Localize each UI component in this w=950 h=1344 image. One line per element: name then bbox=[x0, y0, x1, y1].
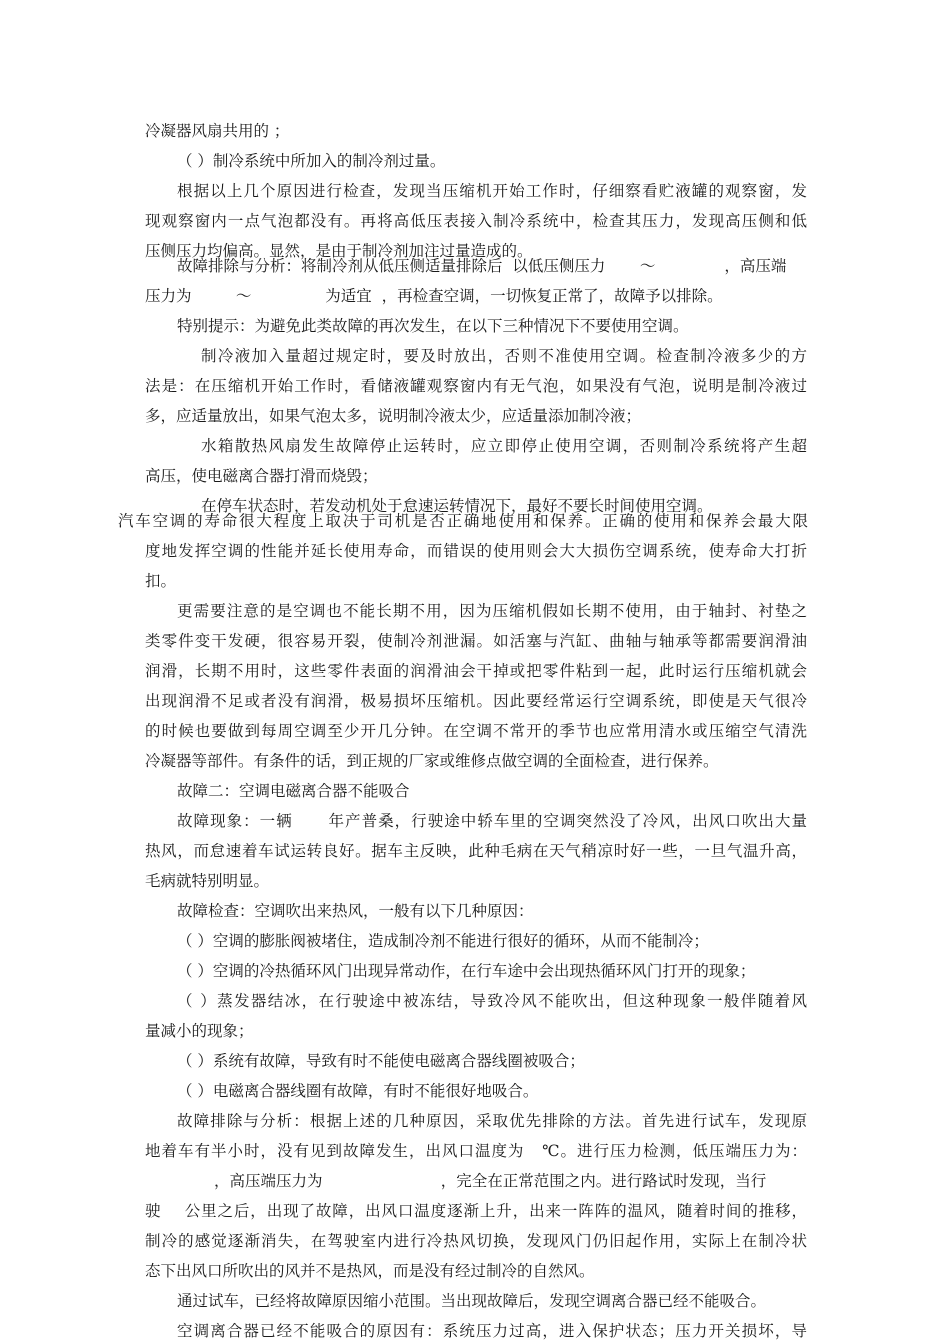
section-heading: 故障二：空调电磁离合器不能吸合 bbox=[177, 782, 410, 800]
paragraph-line: 扣。 bbox=[145, 572, 177, 590]
paragraph-line: 故障排除与分析：根据上述的几种原因，采取优先排除的方法。首先进行试车，发现原 bbox=[177, 1112, 807, 1130]
paragraph-line: 在停车状态时，若发动机处于怠速运转情况下，最好不要长时间使用空调。 bbox=[201, 497, 713, 515]
paragraph-line: 态下出风口所吹出的风并不是热风，而是没有经过制冷的自然风。 bbox=[145, 1262, 595, 1280]
list-item: （ ）蒸发器结冰，在行驶途中被冻结，导致冷风不能吹出，但这种现象一般伴随着风 bbox=[177, 992, 807, 1010]
paragraph-line: ，高压端压力为 ，完全在正常范围之内。进行路试时发现，当行 bbox=[145, 1172, 767, 1190]
paragraph-line: 现观察窗内一点气泡都没有。再将高低压表接入制冷系统中，检查其压力，发现高压侧和低 bbox=[145, 212, 807, 230]
paragraph-line: 冷凝器等部件。有条件的话，到正规的厂家或维修点做空调的全面检查，进行保养。 bbox=[145, 752, 719, 770]
paragraph-line: 热风，而怠速着车试运转良好。据车主反映，此种毛病在天气稍凉时好一些，一旦气温升高， bbox=[145, 842, 807, 860]
paragraph-line: 制冷的感觉逐渐消失，在驾驶室内进行冷热风切换，发现风门仍旧起作用，实际上在制冷状 bbox=[145, 1232, 807, 1250]
paragraph-line: 空调离合器已经不能吸合的原因有：系统压力过高，进入保护状态；压力开关损坏，导 bbox=[177, 1322, 807, 1340]
paragraph-line: 通过试车，已经将故障原因缩小范围。当出现故障后，发现空调离合器已经不能吸合。 bbox=[177, 1292, 767, 1310]
paragraph-line: 毛病就特别明显。 bbox=[145, 872, 270, 890]
paragraph-line: 故障现象：一辆 年产普桑，行驶途中轿车里的空调突然没了冷风，出风口吹出大量 bbox=[177, 812, 807, 830]
list-item: （ ）电磁离合器线圈有故障，有时不能很好地吸合。 bbox=[177, 1082, 539, 1100]
paragraph-line: 的时候也要做到每周空调至少开几分钟。在空调不常开的季节也应常用清水或压缩空气清洗 bbox=[145, 722, 807, 740]
paragraph-line: 地着车有半小时，没有见到故障发生，出风口温度为 ℃。进行压力检测，低压端压力为： bbox=[145, 1142, 807, 1160]
paragraph-line: 压力为 ～ 为适宜 ，再检查空调，一切恢复正常了，故障予以排除。 bbox=[145, 287, 723, 305]
paragraph-line: 故障检查：空调吹出来热风，一般有以下几种原因： bbox=[177, 902, 534, 920]
paragraph-line: 根据以上几个原因进行检查，发现当压缩机开始工作时，仔细察看贮液罐的观察窗，发 bbox=[177, 182, 807, 200]
paragraph-line: 法是：在压缩机开始工作时，看储液罐观察窗内有无气泡，如果没有气泡，说明是制冷液过 bbox=[145, 377, 807, 395]
paragraph-line: 压侧压力均偏高。显然，是由于制冷剂加注过量造成的。 bbox=[145, 242, 533, 260]
list-item: 量减小的现象； bbox=[145, 1022, 254, 1040]
paragraph-line: 特别提示：为避免此类故障的再次发生，在以下三种情况下不要使用空调。 bbox=[177, 317, 689, 335]
paragraph-line: 高压，使电磁离合器打滑而烧毁； bbox=[145, 467, 378, 485]
paragraph-line: 多，应适量放出，如果气泡太多，说明制冷液太少，应适量添加制冷液； bbox=[145, 407, 642, 425]
paragraph-line: 驶 公里之后，出现了故障，出风口温度逐渐上升，出来一阵阵的温风，随着时间的推移， bbox=[145, 1202, 807, 1220]
list-item: （ ）系统有故障，导致有时不能使电磁离合器线圈被吸合； bbox=[177, 1052, 585, 1070]
paragraph-line: 润滑，长期不用时，这些零件表面的润滑油会干掉或把零件粘到一起，此时运行压缩机就会 bbox=[145, 662, 807, 680]
paragraph-line: 故障排除与分析：将制冷剂从低压侧适量排除后 以低压侧压力 ～ ，高压端 bbox=[177, 257, 787, 275]
paragraph-line: 出现润滑不足或者没有润滑，极易损坏压缩机。因此要经常运行空调系统，即使是天气很冷 bbox=[145, 692, 807, 710]
list-item: （ ）制冷系统中所加入的制冷剂过量。 bbox=[177, 152, 446, 170]
list-item: （ ）空调的冷热循环风门出现异常动作，在行车途中会出现热循环风门打开的现象； bbox=[177, 962, 756, 980]
paragraph-line: 类零件变干发硬，很容易开裂，使制冷剂泄漏。如活塞与汽缸、曲轴与轴承等都需要润滑油 bbox=[145, 632, 807, 650]
paragraph-line: 制冷液加入量超过规定时，要及时放出，否则不准使用空调。检查制冷液多少的方 bbox=[201, 347, 807, 365]
paragraph-line: 汽车空调的寿命很大程度上取决于司机是否正确地使用和保养。正确的使用和保养会最大限 bbox=[118, 512, 808, 530]
paragraph-line: 度地发挥空调的性能并延长使用寿命，而错误的使用则会大大损伤空调系统，使寿命大打折 bbox=[145, 542, 807, 560]
paragraph-line: 水箱散热风扇发生故障停止运转时，应立即停止使用空调，否则制冷系统将产生超 bbox=[201, 437, 807, 455]
paragraph-line: 更需要注意的是空调也不能长期不用，因为压缩机假如长期不使用，由于轴封、衬垫之 bbox=[177, 602, 807, 620]
text-line: 冷凝器风扇共用的 ； bbox=[145, 122, 290, 140]
list-item: （ ）空调的膨胀阀被堵住，造成制冷剂不能进行很好的循环，从而不能制冷； bbox=[177, 932, 709, 950]
